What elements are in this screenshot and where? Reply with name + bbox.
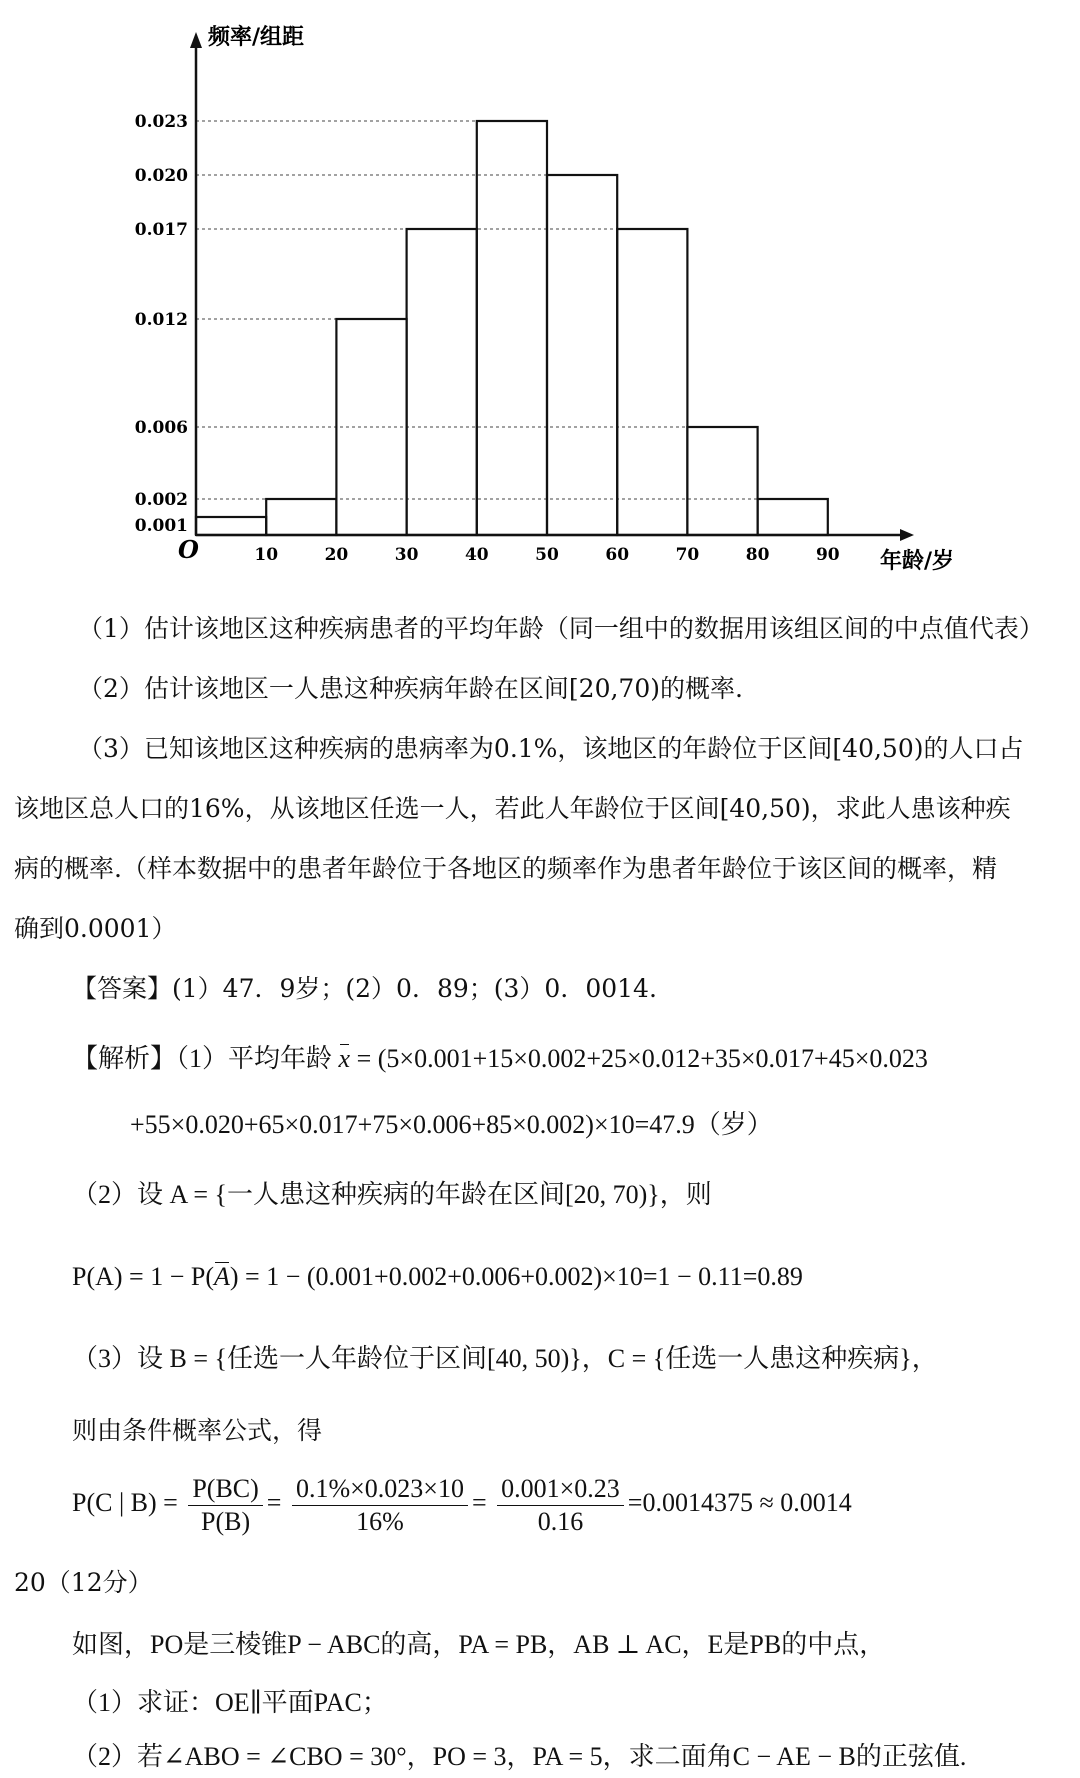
histogram-bar — [758, 499, 828, 535]
y-tick-label: 0.012 — [134, 310, 188, 330]
y-tick-label: 0.020 — [134, 166, 188, 186]
x-tick-label: 30 — [394, 545, 419, 565]
analysis-3-line-2: 则由条件概率公式，得 — [72, 1416, 323, 1445]
y-tick-label: 0.001 — [134, 516, 188, 536]
analysis-2-line-1: （2）设 A = {一人患这种疾病的年龄在区间[20, 70)}，则 — [72, 1180, 712, 1209]
y-axis-arrow — [190, 32, 202, 48]
origin-label: O — [178, 535, 199, 564]
y-tick-labels — [135, 112, 188, 536]
histogram-chart — [0, 0, 1080, 600]
question-3-line-2: 该地区总人口的16%，从该地区任选一人，若此人年龄位于区间[40,50)，求此人患该种疾 — [14, 794, 1011, 823]
analysis-line-1 — [72, 1042, 928, 1076]
x-tick-label: 60 — [605, 545, 630, 565]
analysis-3-line-1: （3）设 B = {任选一人年龄位于区间[40, 50)}，C = {任选一人患这种疾病}， — [72, 1344, 938, 1373]
histogram-bar — [196, 517, 266, 535]
analysis-1-prefix: （1）平均年龄 — [176, 1044, 333, 1073]
answer-line: 【答案】(1）47．9岁；(2）0．89；(3）0．0014. — [72, 974, 657, 1003]
x-tick-label: 20 — [324, 545, 349, 565]
x-tick-label: 10 — [254, 545, 279, 565]
question-3-line-4: 确到0.0001） — [14, 914, 177, 943]
fraction-2: $\frac{0.1\%\times 0.023\times 10}{16\%}$ — [292, 1473, 468, 1538]
fraction-3: $\frac{0.001\times 0.23}{0.16}$ — [497, 1473, 624, 1538]
question-3-line-1: （3）已知该地区这种疾病的患病率为0.1%，该地区的年龄位于区间[40,50)的人口占 — [78, 734, 1024, 763]
x-axis-label: 年龄/岁 — [880, 549, 955, 574]
problem-20-q2: （2）若∠ABO = ∠CBO = 30°，PO = 3，PA = 5，求二面角C − AE − B的正弦值. — [72, 1742, 967, 1771]
question-3-line-3: 病的概率.（样本数据中的患者年龄位于各地区的频率作为患者年龄位于该区间的概率，精 — [14, 854, 997, 883]
histogram-bar — [266, 499, 336, 535]
histogram-bar — [617, 229, 687, 535]
question-1: （1）估计该地区这种疾病患者的平均年龄（同一组中的数据用该组区间的中点值代表） — [78, 614, 1044, 643]
y-tick-label: 0.017 — [134, 220, 188, 240]
formula-lhs: P(C | B) = — [72, 1488, 178, 1517]
analysis-line-2: +55×0.020+65×0.017+75×0.006+85×0.002)×10=47.9（岁） — [130, 1110, 773, 1139]
problem-20-title: 20（12分） — [14, 1568, 153, 1597]
y-tick-label: 0.023 — [134, 112, 188, 132]
complement-a: A — [214, 1260, 230, 1294]
x-axis-arrow — [900, 529, 914, 541]
x-tick-label: 90 — [815, 545, 840, 565]
y-tick-label: 0.002 — [134, 490, 188, 510]
histogram-bars — [196, 121, 828, 535]
histogram-bar — [687, 427, 757, 535]
analysis-label: 【解析】 — [72, 1044, 177, 1073]
prob-expression-left: P(A) = 1 − P( — [72, 1262, 214, 1291]
mean-symbol: x — [339, 1042, 351, 1076]
question-2: （2）估计该地区一人患这种疾病年龄在区间[20,70)的概率. — [78, 674, 743, 703]
conditional-probability-formula: P(C | B) = $\frac{P(BC)}{P(B)}$ = $\frac{0.1\%\times 0.023\times 10}{16\%}$ = $\frac{0.001\times 0.23}{0.16}$ =0.0014375 ≈ 0.0014 — [72, 1473, 852, 1536]
x-tick-label: 80 — [745, 545, 770, 565]
x-tick-label: 40 — [464, 545, 489, 565]
x-tick-labels — [254, 545, 839, 565]
formula-result: =0.0014375 ≈ 0.0014 — [627, 1488, 852, 1517]
analysis-2-line-2 — [72, 1260, 803, 1294]
histogram-bar — [477, 121, 547, 535]
y-axis-label: 频率/组距 — [208, 25, 305, 50]
problem-20-q1: （1）求证：OE∥平面PAC； — [72, 1688, 388, 1717]
histogram-bar — [407, 229, 477, 535]
x-tick-label: 50 — [535, 545, 559, 565]
problem-20-intro: 如图，PO是三棱锥P − ABC的高，PA = PB，AB ⊥ AC，E是PB的中点， — [72, 1630, 886, 1659]
prob-expression-right: ) = 1 − (0.001+0.002+0.006+0.002)×10=1 − 0.11=0.89 — [229, 1262, 803, 1291]
analysis-1-expr: = (5×0.001+15×0.002+25×0.012+35×0.017+45×0.023 — [356, 1044, 928, 1073]
y-tick-label: 0.006 — [134, 418, 188, 438]
axes — [190, 32, 914, 541]
x-tick-label: 70 — [675, 545, 700, 565]
fraction-1: $\frac{P(BC)}{P(B)}$ — [188, 1473, 262, 1538]
